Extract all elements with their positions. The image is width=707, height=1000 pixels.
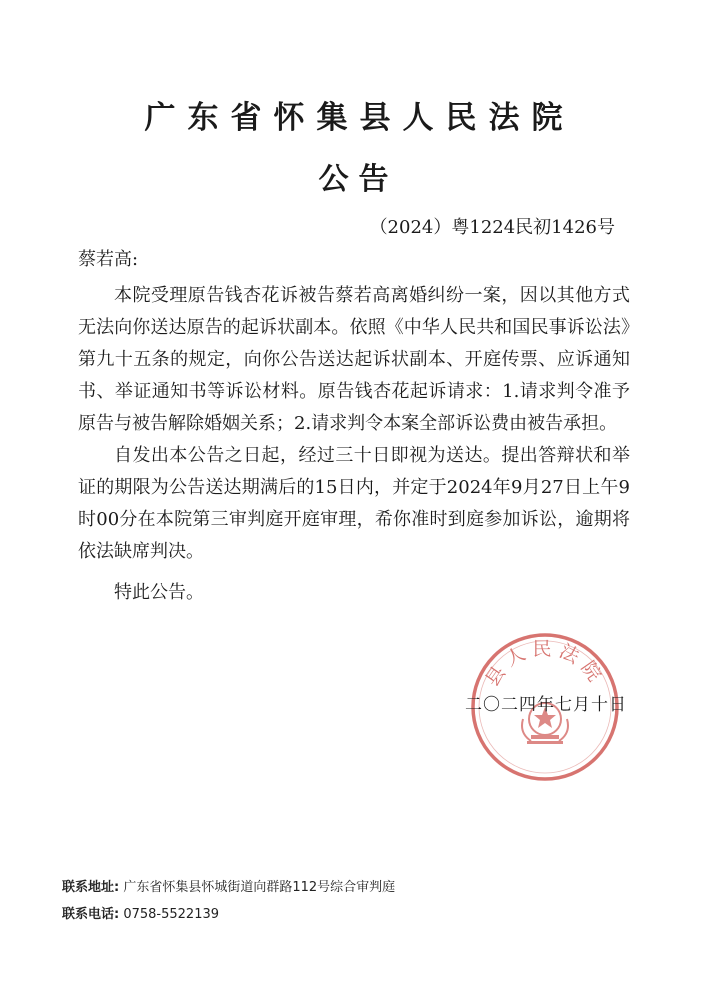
issue-date: 二〇二四年七月十日 [465,695,627,715]
addressee: 蔡若高: [78,249,139,270]
address-label: 联系地址: [62,880,120,895]
contact-phone [62,903,219,922]
notice-body [78,280,630,568]
address-value: 广东省怀集县怀城街道向群路112号综合审判庭 [123,880,396,895]
court-name: 广东省怀集县人民法院 [144,100,575,136]
case-number: （2024）粤1224民初1426号 [369,217,615,238]
phone-value: 0758-5522139 [123,907,220,922]
body-paragraph-1: 本院受理原告钱杏花诉被告蔡若高离婚纠纷一案，因以其他方式无法向你送达原告的起诉状副本。依照《中华人民共和国民事诉讼法》第九十五条的规定，向你公告送达起诉状副本、开庭传票、应诉通知书、举证通知书等诉讼材料。原告钱杏花起诉请求：1.请求判令准予原告与被告解除婚姻关系；2.请求判令本案全部诉讼费由被告承担。 [78,285,630,434]
phone-label: 联系电话: [62,907,120,922]
svg-text:县人民法院: 县人民法院 [481,638,609,691]
body-paragraph-2: 自发出本公告之日起，经过三十日即视为送达。提出答辩状和举证的期限为公告送达期满后的15日内，并定于2024年9月27日上午9时00分在本院第三审判庭开庭审理，希你准时到庭参加诉讼，逾期将依法缺席判决。 [78,445,630,562]
closing-line: 特此公告。 [114,582,204,603]
contact-address [62,876,395,895]
document-title: 公告 [318,162,399,197]
